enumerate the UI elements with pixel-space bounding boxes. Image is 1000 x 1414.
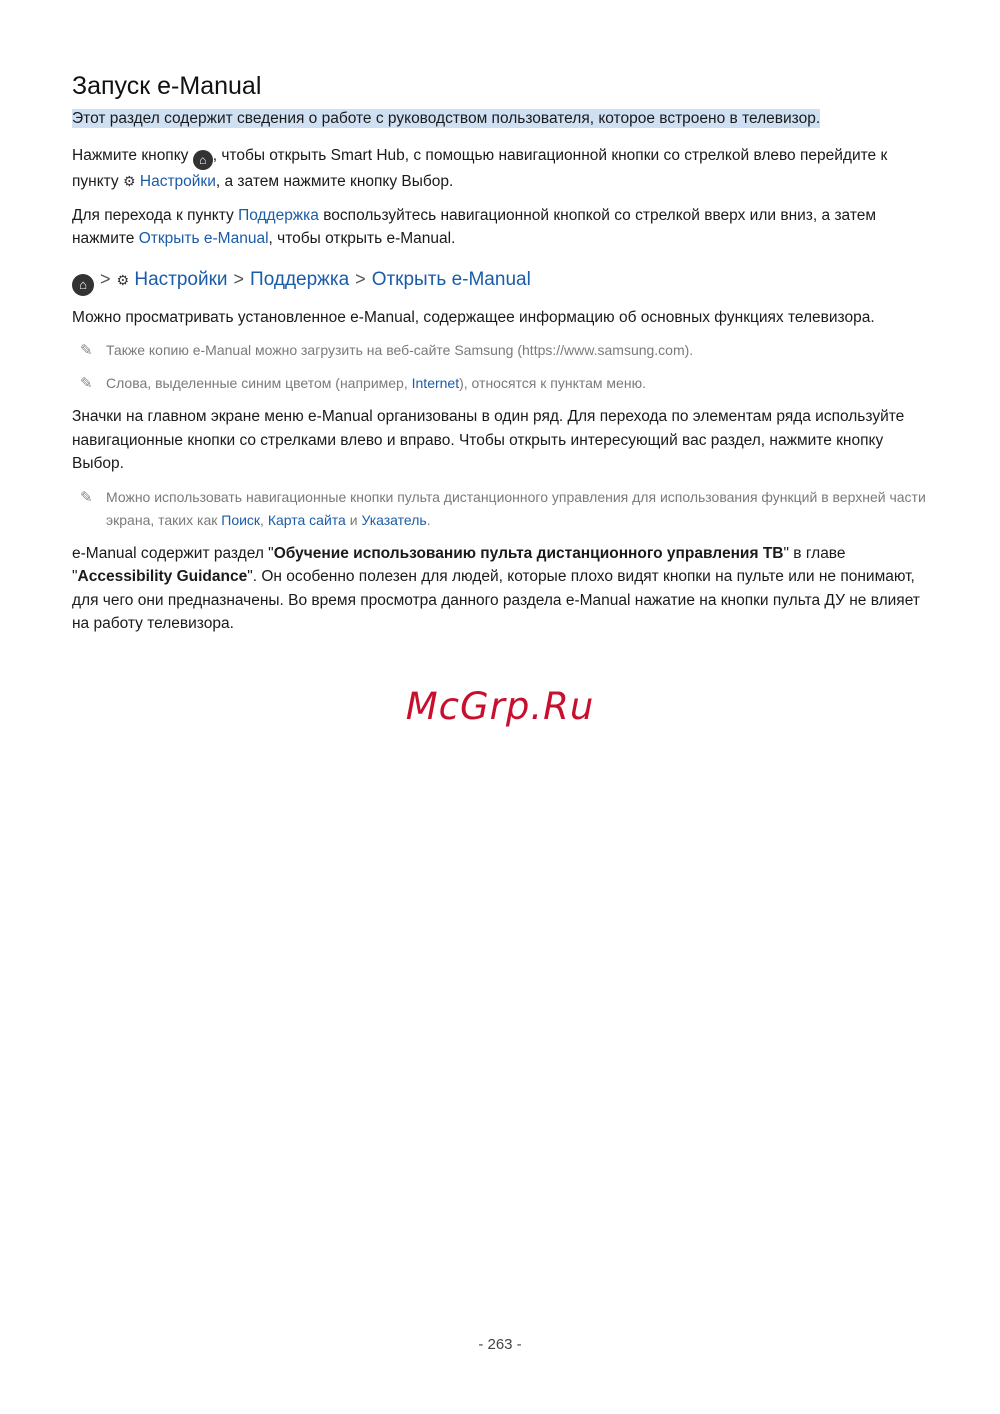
note-top-functions: ✎ Можно использовать навигационные кнопки пульта дистанционного управления для использования функций в верхней части экрана, таких как Поиск, Карта сайта и Указатель. [72,486,932,532]
pencil-icon: ✎ [80,375,93,392]
bold-accessibility-guidance: Accessibility Guidance [77,568,248,585]
paragraph-home-icons: Значки на главном экране меню e-Manual организованы в один ряд. Для перехода по элементам ряда используйте навигационные кнопки со стрелками влево и вправо. Чтобы открыть интересующий вас раздел, нажмите кнопку Выбор. [72,408,905,472]
link-index[interactable]: Указатель [361,511,427,528]
link-site-map[interactable]: Карта сайта [267,511,346,528]
pencil-icon: ✎ [80,342,93,359]
chevron-right-icon: > [233,268,245,289]
breadcrumb [72,265,932,296]
breadcrumb-item-support[interactable]: Поддержка [250,268,350,290]
link-open-emanual[interactable]: Открыть e-Manual [138,230,269,247]
note-download: ✎ Также копию e-Manual можно загрузить на веб-сайте Samsung (https://www.samsung.com). [72,339,932,362]
paragraph-accessibility: e-Manual содержит раздел "Обучение использованию пульта дистанционного управления ТВ" в главе "Accessibility Guidance". Он особенно полезен для людей, которые плохо видят кнопки на пульте или не понимают, для чего они предназначены. Во время просмотра данного раздела e-Manual нажатие на кнопки пульта ДУ не влияет на работу телевизора. [72,544,920,632]
intro-block [72,108,932,130]
watermark: McGrp.Ru [405,685,595,728]
gear-icon: ⚙ [116,271,130,288]
bold-remote-training: Обучение использованию пульта дистанционного управления ТВ [273,544,784,562]
link-search[interactable]: Поиск [221,511,261,528]
page-title: Запуск e-Manual [72,72,262,100]
home-icon: ⌂ [193,150,213,170]
link-settings[interactable]: Настройки [139,173,216,190]
paragraph-open-smart-hub: Нажмите кнопку ⌂ , чтобы открыть Smart Hub, с помощью навигационной кнопки со стрелкой влево перейдите к пункту ⚙ Настройки, а затем нажмите кнопку Выбор. [72,147,888,190]
paragraph-open-support: Для перехода к пункту Поддержка воспользуйтесь навигационной кнопкой со стрелкой вверх или вниз, а затем нажмите Открыть e-Manual, чтобы открыть e-Manual. [72,206,877,247]
home-icon: ⌂ [72,274,94,296]
intro-highlight: Этот раздел содержит сведения о работе с руководством пользователя, которое встроено в телевизор. [72,110,821,127]
chevron-right-icon: > [100,268,111,289]
chevron-right-icon: > [355,268,366,289]
paragraph-installed-emanual: Можно просматривать установленное e-Manual, содержащее информацию об основных функциях телевизора. [72,308,875,326]
page-content [72,70,932,636]
link-support[interactable]: Поддержка [238,206,319,224]
gear-icon: ⚙ [123,173,136,189]
breadcrumb-item-settings[interactable]: Настройки [134,268,228,290]
note-blue-words: ✎ Слова, выделенные синим цветом (например, Internet), относятся к пунктам меню. [72,372,932,395]
link-internet[interactable]: Internet [411,375,460,391]
page-number: - 263 - [478,1336,522,1353]
breadcrumb-item-open-emanual[interactable]: Открыть e-Manual [371,268,531,290]
pencil-icon: ✎ [80,488,93,506]
